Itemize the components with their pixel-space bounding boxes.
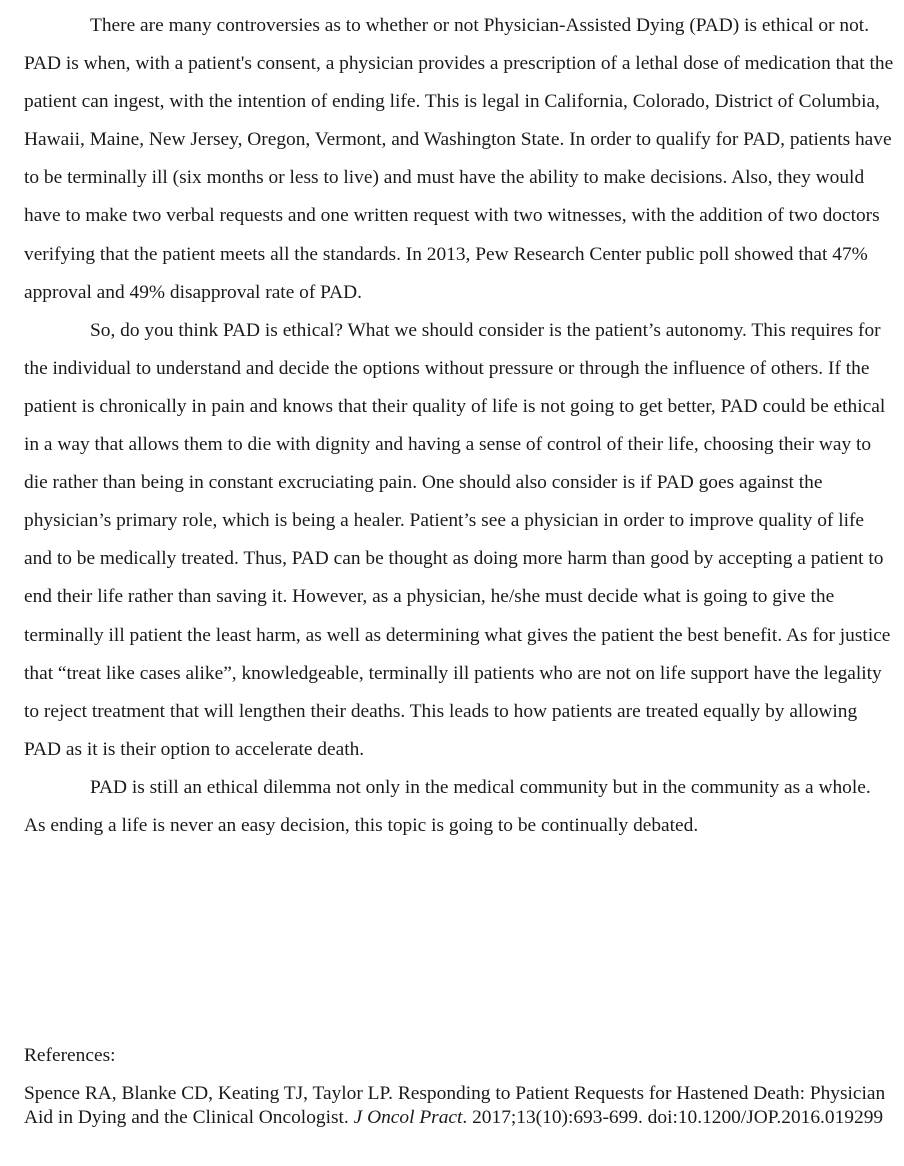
reference-journal: J Oncol Pract: [353, 1107, 463, 1128]
references-heading: References:: [24, 1045, 116, 1066]
reference-authors-title: Spence RA, Blanke CD, Keating TJ, Taylor LP. Responding to Patient Requests for Hastened Death: Physician Aid in Dying and the Clinical Oncologist.: [24, 1083, 886, 1128]
paragraph-2: So, do you think PAD is ethical? What we should consider is the patient’s autonomy. This requires for the individual to understand and decide the options without pressure or through the influence of others. If the patient is chronically in pain and knows that their quality of life is not going to get better, PAD could be ethical in a way that allows them to die with dignity and having a sense of control of their life, choosing their way to die rather than being in constant excruciating pain. One should also consider is if PAD goes against the physician’s primary role, which is being a healer. Patient’s see a physician in order to improve quality of life and to be medically treated. Thus, PAD can be thought as doing more harm than good by accepting a patient to end their life rather than saving it. However, as a physician, he/she must decide what is going to give the terminally ill patient the least harm, as well as determining what gives the patient the best benefit. As for justice that “treat like cases alike”, knowledgeable, terminally ill patients who are not on life support have the legality to reject treatment that will lengthen their deaths. This leads to how patients are treated equally by allowing PAD as it is their option to accelerate death.: [24, 319, 891, 760]
paragraph-1: There are many controversies as to whether or not Physician-Assisted Dying (PAD) is ethical or not. PAD is when, with a patient's consent, a physician provides a prescription of a lethal dose of medication that the patient can ingest, with the intention of ending life. This is legal in California, Colorado, District of Columbia, Hawaii, Maine, New Jersey, Oregon, Vermont, and Washington State. In order to qualify for PAD, patients have to be terminally ill (six months or less to live) and must have the ability to make decisions. Also, they would have to make two verbal requests and one written request with two witnesses, with the addition of two doctors verifying that the patient meets all the standards. In 2013, Pew Research Center public poll showed that 47% approval and 49% disapproval rate of PAD.: [24, 15, 894, 303]
reference-entry: [24, 1082, 896, 1130]
reference-citation: . 2017;13(10):693-699. doi:10.1200/JOP.2016.019299: [462, 1107, 884, 1128]
essay-body: [24, 7, 896, 845]
paragraph-3: PAD is still an ethical dilemma not only in the medical community but in the community as a whole. As ending a life is never an easy decision, this topic is going to be continually debated.: [24, 776, 871, 836]
